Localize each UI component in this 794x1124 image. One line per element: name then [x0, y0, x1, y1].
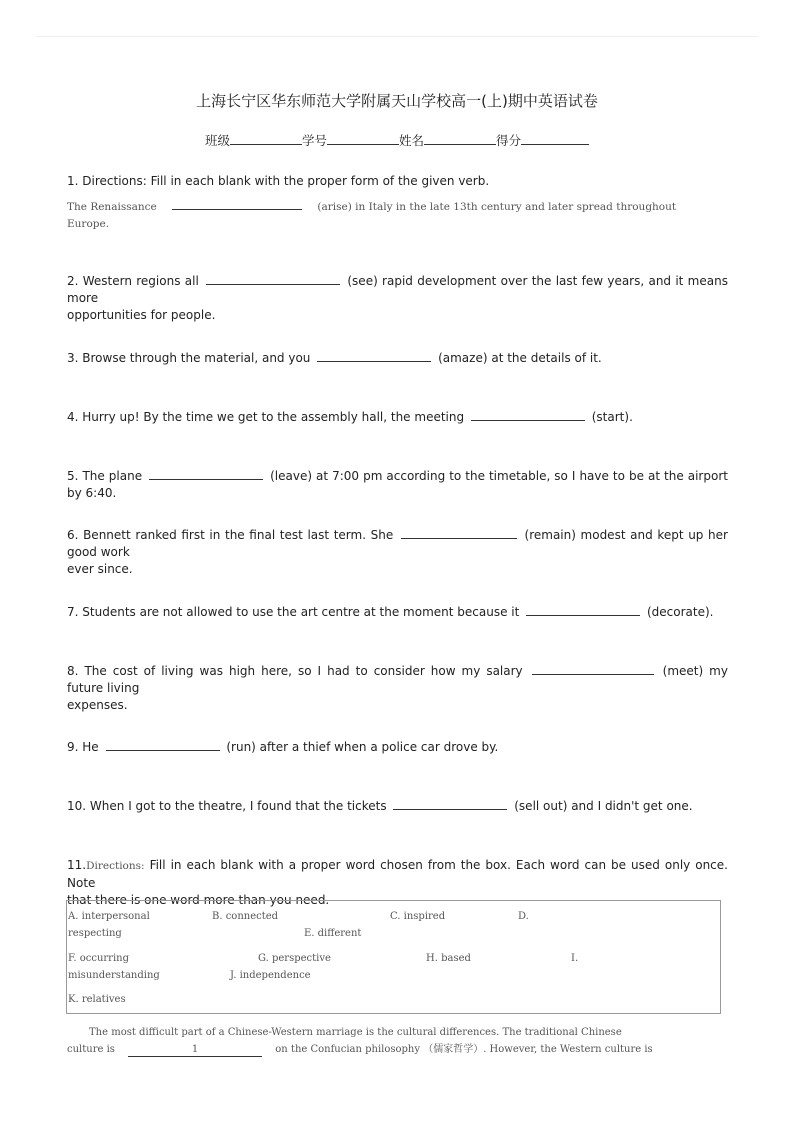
question-hint: (arise) in Italy in the late 13th century and later spread throughout	[317, 201, 677, 213]
option-b: B. connected	[212, 911, 279, 922]
question-hint: (amaze) at the details of it.	[438, 351, 602, 365]
question-hint: (remain) modest and kept up her good work	[67, 528, 728, 559]
question-number: 8.	[67, 664, 79, 678]
answer-blank[interactable]	[206, 273, 340, 285]
class-label: 班级	[204, 133, 230, 148]
score-label: 得分	[496, 133, 522, 148]
passage-line-1: The most difficult part of a Chinese-Western marriage is the cultural differences. The traditional Chinese	[89, 1027, 622, 1038]
question-text-before: He	[82, 740, 99, 754]
question-text-before: Western regions all	[82, 274, 199, 288]
option-h: H. based	[426, 953, 471, 964]
question-text-before: When I got to the theatre, I found that the tickets	[89, 799, 387, 813]
question-number: 9.	[67, 740, 79, 754]
question-number: 4.	[67, 410, 79, 424]
option-j: J. independence	[230, 970, 311, 981]
question-7	[67, 604, 728, 621]
top-divider	[36, 36, 758, 37]
question-hint: (leave) at 7:00 pm according to the timetable, so I have to be at the airport by 6:40.	[67, 469, 728, 500]
answer-blank[interactable]	[471, 409, 585, 421]
question-hint: (start).	[591, 410, 633, 424]
answer-blank[interactable]	[149, 468, 263, 480]
question-hint: (decorate).	[646, 605, 714, 619]
question-text-before: Students are not allowed to use the art centre at the moment because it	[82, 605, 520, 619]
question-2	[67, 273, 728, 324]
option-i: I.	[571, 953, 579, 964]
passage-text-after: on the Confucian philosophy （儒家哲学）. However, the Western culture is	[275, 1044, 653, 1055]
option-c: C. inspired	[390, 911, 446, 922]
question-number: 11.	[67, 858, 87, 872]
question-number: 1.	[67, 174, 79, 188]
question-text-after: expenses.	[67, 698, 128, 712]
question-hint: (see) rapid development over the last few years, and it means more	[67, 274, 728, 305]
answer-blank[interactable]	[317, 350, 431, 362]
name-label: 姓名	[399, 133, 425, 148]
score-blank[interactable]	[521, 132, 589, 145]
question-text: Fill in each blank with a proper word chosen from the box. Each word can be used only once. Note	[67, 858, 728, 890]
question-8	[67, 663, 728, 714]
option-f: F. occurring	[68, 953, 130, 964]
question-4	[67, 409, 728, 426]
option-i-word: misunderstanding	[68, 970, 160, 981]
question-text-before: Browse through the material, and you	[82, 351, 311, 365]
question-hint: (meet) my future living	[67, 664, 728, 695]
question-hint: (run) after a thief when a police car drove by.	[226, 740, 499, 754]
blank-number: 1	[191, 1044, 199, 1055]
answer-blank[interactable]	[401, 527, 517, 539]
question-3	[67, 350, 728, 367]
passage	[67, 1024, 728, 1058]
student-number-label: 学号	[301, 133, 327, 148]
question-1-item	[67, 198, 728, 233]
question-9	[67, 739, 728, 756]
question-hint: (sell out) and I didn't get one.	[514, 799, 693, 813]
question-number: 2.	[67, 274, 79, 288]
directions-label: Directions:	[86, 860, 145, 872]
question-text-after: Europe.	[67, 218, 110, 230]
question-text-before: The cost of living was high here, so I had to consider how my salary	[84, 664, 523, 678]
option-k: K. relatives	[68, 994, 126, 1005]
page-title: 上海长宁区华东师范大学附属天山学校高一(上)期中英语试卷	[196, 92, 598, 110]
question-number: 5.	[67, 469, 79, 483]
question-text-after: opportunities for people.	[67, 308, 216, 322]
option-e: E. different	[304, 928, 362, 939]
answer-blank[interactable]	[532, 663, 654, 675]
question-number: 6.	[67, 528, 79, 542]
option-g: G. perspective	[258, 953, 331, 964]
answer-blank[interactable]	[172, 198, 302, 210]
question-10	[67, 798, 728, 815]
question-text: Directions: Fill in each blank with the proper form of the given verb.	[82, 174, 490, 188]
option-d-word: respecting	[68, 928, 122, 939]
question-text-before: The Renaissance	[67, 201, 157, 213]
question-text-cont: that there is one word more than you need.	[67, 893, 330, 907]
answer-blank[interactable]	[393, 798, 507, 810]
option-a: A. interpersonal	[68, 911, 150, 922]
question-text-before: Hurry up! By the time we get to the assembly hall, the meeting	[82, 410, 465, 424]
passage-text-before: culture is	[67, 1044, 115, 1055]
student-info-line	[0, 131, 794, 149]
student-number-blank[interactable]	[327, 132, 399, 145]
question-6	[67, 527, 728, 578]
question-number: 7.	[67, 605, 79, 619]
passage-line-2	[67, 1041, 728, 1058]
name-blank[interactable]	[424, 132, 496, 145]
question-text-before: Bennett ranked first in the final test last term. She	[83, 528, 394, 542]
answer-blank[interactable]	[106, 739, 220, 751]
question-text-after: ever since.	[67, 562, 133, 576]
class-blank[interactable]	[230, 132, 302, 145]
word-box	[66, 900, 721, 1014]
question-number: 3.	[67, 351, 79, 365]
question-1-directions	[67, 173, 728, 190]
passage-blank-1[interactable]	[128, 1045, 262, 1057]
question-text-before: The plane	[82, 469, 143, 483]
question-number: 10.	[67, 799, 87, 813]
option-d: D.	[518, 911, 529, 922]
answer-blank[interactable]	[526, 604, 640, 616]
question-5	[67, 468, 728, 502]
